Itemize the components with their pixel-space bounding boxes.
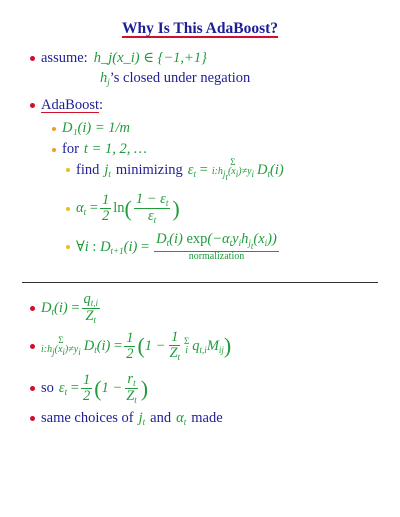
sum-symbol: Σ $i:h_{j_t}(x_i)\ne y_i$: [211, 157, 255, 182]
sum-symbol: Σ $i:h_j(x_i)\ne y_i$: [41, 334, 81, 357]
minimizing-label: minimizing: [115, 161, 183, 178]
d1-math: D₁(i) = 1/m: [62, 120, 130, 136]
sum-line: Σ $i:h_j(x_i)\ne y_i$ $D_t(i)$ = $\frac{1}{2}$ ( 1 − $\frac{1}{Z_t}$ Σ i $q_{t,i}M_{ij}$ ): [30, 330, 231, 363]
adaboost-line: AdaBoost :: [30, 97, 103, 114]
bullet-icon: [30, 56, 35, 61]
made-label: made: [191, 410, 223, 426]
closed-text: ’s closed under negation: [109, 70, 251, 86]
normalization-label: normalization: [188, 251, 245, 263]
d1-line: [52, 120, 130, 137]
bullet-icon: [66, 168, 70, 172]
slide-title: Why Is This AdaBoost?: [121, 20, 279, 37]
assume-line: [30, 50, 207, 67]
so-label: so: [41, 380, 54, 397]
bullet-icon: [30, 344, 35, 349]
adaboost-label: AdaBoost: [41, 97, 99, 113]
bullet-icon: [52, 148, 56, 152]
divider: [22, 282, 378, 283]
same-choices-text: same choices of: [41, 410, 134, 426]
assume-math: h_j(x_i) ∈ {−1,+1}: [93, 50, 207, 66]
for-label: for: [62, 141, 79, 157]
hj-symbol: $h_j$: [100, 70, 110, 87]
bullet-icon: [30, 416, 35, 421]
bullet-icon: [30, 306, 35, 311]
and-label: and: [150, 410, 172, 426]
find-label: find: [76, 161, 100, 178]
find-line: find $j_t$ minimizing $\varepsilon_t$ = Σ $i:h_{j_t}(x_i)\ne y_i$ $D_t(i)$: [66, 158, 284, 182]
update-line: ∀i : $D_{t+1}(i)$ = $\frac{D_t(i) \exp(-\alpha_ty_ih_{j_t}(x_i))}{\text{normalization}}$: [66, 232, 281, 263]
closed-line: [100, 70, 250, 87]
bullet-icon: [66, 207, 70, 211]
so-line: so $\varepsilon_t$ = $\frac{1}{2}$ ( 1 − $\frac{r_t}{Z_t}$ ): [30, 372, 148, 406]
bullet-icon: [30, 386, 35, 391]
for-math: t = 1, 2, …: [83, 141, 147, 157]
bullet-icon: [52, 127, 56, 131]
dt-line: $D_t(i)$ = $\frac{q_{t,i}}{Z_t}$: [30, 292, 102, 326]
assume-label: assume:: [41, 50, 88, 66]
alpha-line: $\alpha_t$ = $\frac{1}{2}$ ln ( $\frac{1 - \varepsilon_t}{\varepsilon_t}$ ): [66, 192, 180, 226]
bullet-icon: [30, 103, 35, 108]
bullet-icon: [66, 245, 70, 249]
same-choices-line: same choices of $j_t$ and $\alpha_t$ made: [30, 410, 223, 427]
for-line: [52, 141, 147, 158]
